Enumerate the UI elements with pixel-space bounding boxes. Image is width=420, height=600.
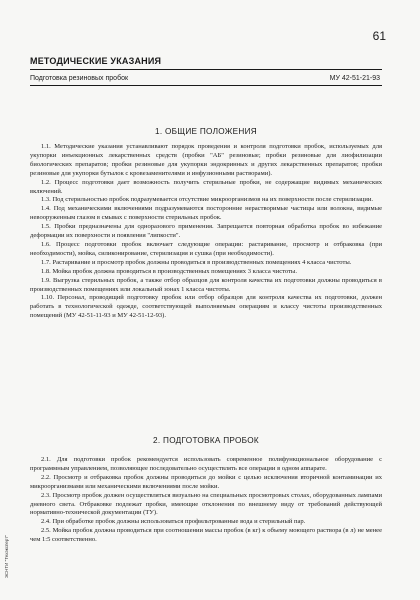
paragraph-1-4: 1.4. Под механическими включениями подразумеваются посторонние нерастворимые частицы или волокна, видимые невооруженным глазом в смывах с поверхности стерильных пробок. bbox=[30, 205, 382, 222]
section-2-body bbox=[30, 456, 382, 545]
paragraph-1-3: 1.3. Под стерильностью пробок подразумевается отсутствие микроорганизмов на их поверхности после стерилизации. bbox=[41, 196, 374, 204]
document-type-title: МЕТОДИЧЕСКИЕ УКАЗАНИЯ bbox=[30, 56, 382, 70]
paragraph-1-7: 1.7. Растаривание и просмотр пробок должны проводиться в производственных помещениях 4 класса чистоты. bbox=[41, 258, 352, 266]
paragraph-1-9: 1.9. Выгрузка стерильных пробок, а также отбор образцов для контроля качества их подготовки должны проводиться в производственных помещениях или локальный зонах 1 класса чистоты. bbox=[30, 276, 382, 293]
paragraph-2-2: 2.2. Просмотр и отбраковка пробок должны проводиться до мойки с целью исключения вторичной контаминации их микроорганизмами или механическими включениями после мойки. bbox=[30, 473, 382, 490]
paragraph-1-8: 1.8. Мойка пробок должна проводиться в производственных помещениях 3 класса чистоты. bbox=[41, 267, 297, 275]
document-code: МУ 42-51-21-93 bbox=[329, 75, 380, 82]
page-number: 61 bbox=[372, 29, 386, 43]
document-header bbox=[30, 56, 382, 86]
paragraph-2-4: 2.4. При обработке пробок должны использоваться профильтрованные вода и стерильный пар. bbox=[41, 518, 306, 526]
section-1-body bbox=[30, 143, 382, 321]
paragraph-2-1: 2.1. Для подготовки пробок рекомендуется использовать современное полифункциональное оборудование с программным управлением, позволяющее последовательно осуществлять все операции в одном аппарате. bbox=[30, 456, 382, 472]
paragraph-2-3: 2.3. Просмотр пробок должен осуществляться визуально на специальных просмотровых столах, оборудованных лампами дневного света. Отбраковке подлежат пробки, имеющие отклонения по внешнему виду от требований действующей нормативно-технической документации (ТУ). bbox=[30, 491, 382, 517]
paragraph-1-2: 1.2. Процесс подготовки дает возможность получить стерильные пробки, не содержащие видимых механических включений. bbox=[30, 178, 382, 195]
paragraph-1-10: 1.10. Персонал, проводящий подготовку пробок или отбор образцов для контроля качества их подготовки, должен работать в технологической одежде, соответствующей выполняемым операциям и классу чистоты производственных помещений (МУ 42-51-11-93 и МУ 42-51-12-93). bbox=[30, 294, 382, 320]
section-1-title: 1. ОБЩИЕ ПОЛОЖЕНИЯ bbox=[155, 127, 257, 136]
paragraph-1-5: 1.5. Пробки предназначены для одноразового применения. Запрещается повторная обработка пробок во избежание деформации их поверхности и появления "липкости". bbox=[30, 223, 382, 240]
paragraph-2-5: 2.5. Мойка пробок должна проводиться при соотношении массы пробок (в кг) к объему моющего раствора (в л) не менее чем 1:5 соответственно. bbox=[30, 527, 382, 544]
document-subtitle: Подготовка резиновых пробок bbox=[30, 75, 129, 82]
paragraph-1-1: 1.1. Методические указания устанавливают порядок проведения и контроля подготовки пробок, используемых для укупорки инъекционных лекарственных средств (пробки "АБ" резиновые; пробки резиновые для лиофилизации биологических препаратов; пробки резиновые для укупорки эндокринных и других лекарственных препаратов; пробки резиновые для укупорки бутылок с кровезаменителями и инфузионными растворами). bbox=[30, 143, 382, 177]
header-row bbox=[30, 70, 382, 86]
section-2-title: 2. ПОДГОТОВКА ПРОБОК bbox=[153, 436, 259, 445]
paragraph-1-6: 1.6. Процесс подготовки пробок включает следующие операции: растаривание, просмотр и отбраковка (при необходимости), мойка, силиконирование, стерилизация и сушка (при необходимости). bbox=[30, 240, 382, 257]
side-watermark-note: ЭСНТИ "Техэксперт" bbox=[4, 535, 9, 579]
